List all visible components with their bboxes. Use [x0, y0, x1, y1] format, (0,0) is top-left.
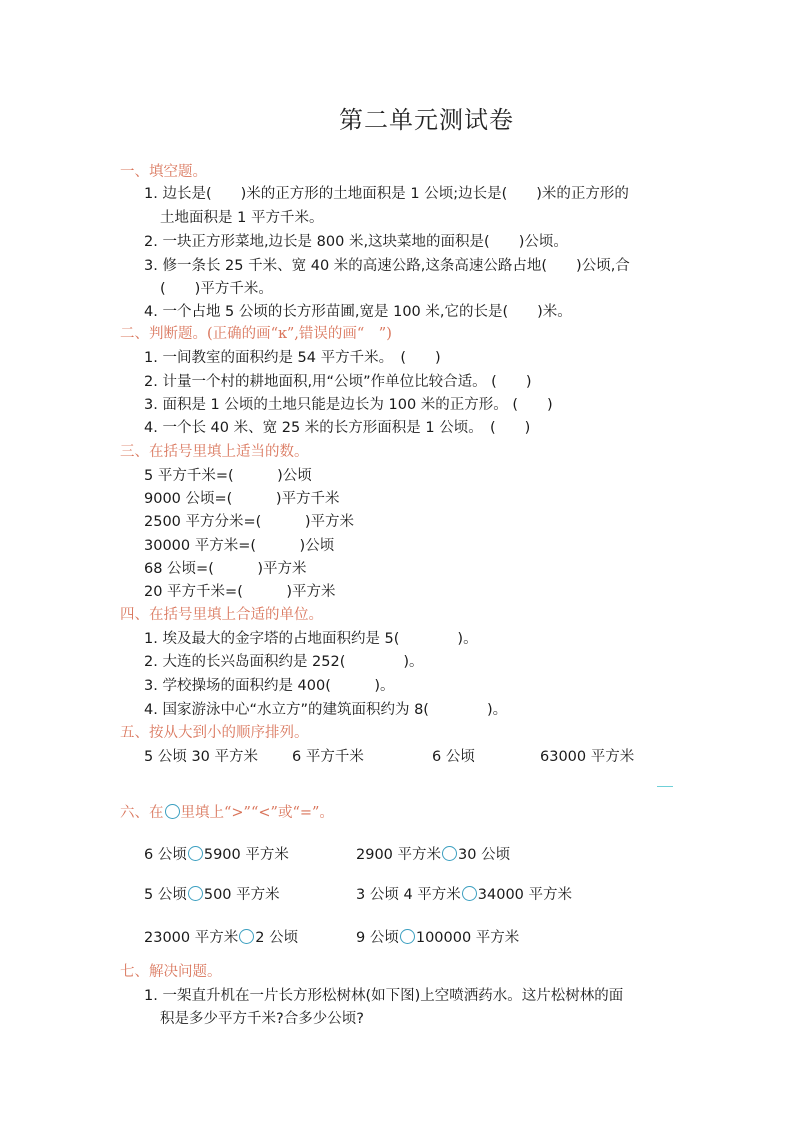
section-2-heading: 二、判断题。(正确的画“ĸ”,错误的画“ ”) [120, 326, 392, 342]
comparison-circle-input[interactable] [188, 846, 203, 861]
circle-icon [165, 804, 180, 819]
comparison-1 [144, 843, 289, 864]
comparison-right: 30 公顷 [458, 847, 511, 863]
question-3-1: 5 平方千米=( )公顷 [144, 468, 312, 484]
question-3-5: 68 公顷=( )平方米 [144, 561, 307, 577]
comparison-circle-input[interactable] [188, 886, 203, 901]
question-4-2: 2. 大连的长兴岛面积约是 252( )。 [144, 654, 424, 670]
section-4-heading: 四、在括号里填上合适的单位。 [120, 607, 323, 623]
section-6-heading [120, 801, 334, 822]
question-1-3-line-1: 3. 修一条长 25 千米、宽 40 米的高速公路,这条高速公路占地( )公顷,合 [144, 258, 630, 274]
question-1-4: 4. 一个占地 5 公顷的长方形苗圃,宽是 100 米,它的长是( )米。 [144, 304, 572, 320]
section-6-heading-pre: 六、在 [120, 805, 164, 821]
question-1-1-line-1: 1. 边长是( )米的正方形的土地面积是 1 公顷;边长是( )米的正方形的 [144, 186, 629, 202]
question-1-2: 2. 一块正方形菜地,边长是 800 米,这块菜地的面积是( )公顷。 [144, 234, 568, 250]
comparison-circle-input[interactable] [239, 929, 254, 944]
section-3-heading: 三、在括号里填上适当的数。 [120, 444, 309, 460]
decorative-dash [657, 786, 673, 787]
order-value-4: 63000 平方米 [540, 749, 635, 765]
question-7-1-line-1: 1. 一架直升机在一片长方形松树林(如下图)上空喷洒药水。这片松树林的面 [144, 988, 624, 1004]
comparison-5 [144, 926, 298, 947]
order-value-3: 6 公顷 [432, 749, 475, 765]
order-value-2: 6 平方千米 [292, 749, 364, 765]
section-7-heading: 七、解决问题。 [120, 964, 222, 980]
comparison-left: 5 公顷 [144, 887, 187, 903]
comparison-left: 2900 平方米 [356, 847, 442, 863]
section-6-heading-post: 里填上“>”“<”或“=”。 [180, 805, 334, 821]
question-7-1-line-2: 积是多少平方千米?合多少公顷? [160, 1011, 364, 1027]
question-1-1-line-2: 土地面积是 1 平方千米。 [160, 210, 324, 226]
comparison-left: 3 公顷 4 平方米 [356, 887, 461, 903]
comparison-left: 23000 平方米 [144, 930, 239, 946]
comparison-right: 5900 平方米 [203, 847, 289, 863]
question-2-1: 1. 一间教室的面积约是 54 平方千米。 ( ) [144, 350, 441, 366]
comparison-6 [356, 926, 519, 947]
section-1-heading: 一、填空题。 [120, 164, 207, 180]
question-4-4: 4. 国家游泳中心“水立方”的建筑面积约为 8( )。 [144, 702, 508, 718]
comparison-right: 34000 平方米 [477, 887, 573, 903]
question-3-3: 2500 平方分米=( )平方米 [144, 514, 354, 530]
comparison-right: 100000 平方米 [415, 930, 520, 946]
comparison-circle-input[interactable] [442, 846, 457, 861]
comparison-right: 2 公顷 [255, 930, 299, 946]
comparison-3 [144, 883, 280, 904]
comparison-2 [356, 843, 510, 864]
question-4-3: 3. 学校操场的面积约是 400( )。 [144, 678, 395, 694]
page-title: 第二单元测试卷 [339, 106, 514, 134]
comparison-circle-input[interactable] [462, 886, 477, 901]
section-5-heading: 五、按从大到小的顺序排列。 [120, 725, 309, 741]
question-4-1: 1. 埃及最大的金字塔的占地面积约是 5( )。 [144, 631, 478, 647]
question-1-3-line-2: ( )平方千米。 [160, 281, 273, 297]
comparison-4 [356, 883, 572, 904]
comparison-right: 500 平方米 [203, 887, 280, 903]
order-value-1: 5 公顷 30 平方米 [144, 749, 259, 765]
question-3-6: 20 平方千米=( )平方米 [144, 584, 336, 600]
question-3-4: 30000 平方米=( )公顷 [144, 538, 335, 554]
comparison-left: 6 公顷 [144, 847, 187, 863]
question-2-2: 2. 计量一个村的耕地面积,用“公顷”作单位比较合适。 ( ) [144, 374, 532, 390]
comparison-circle-input[interactable] [400, 929, 415, 944]
comparison-left: 9 公顷 [356, 930, 399, 946]
question-2-3: 3. 面积是 1 公顷的土地只能是边长为 100 米的正方形。 ( ) [144, 397, 553, 413]
question-3-2: 9000 公顷=( )平方千米 [144, 491, 340, 507]
question-2-4: 4. 一个长 40 米、宽 25 米的长方形面积是 1 公顷。 ( ) [144, 420, 531, 436]
